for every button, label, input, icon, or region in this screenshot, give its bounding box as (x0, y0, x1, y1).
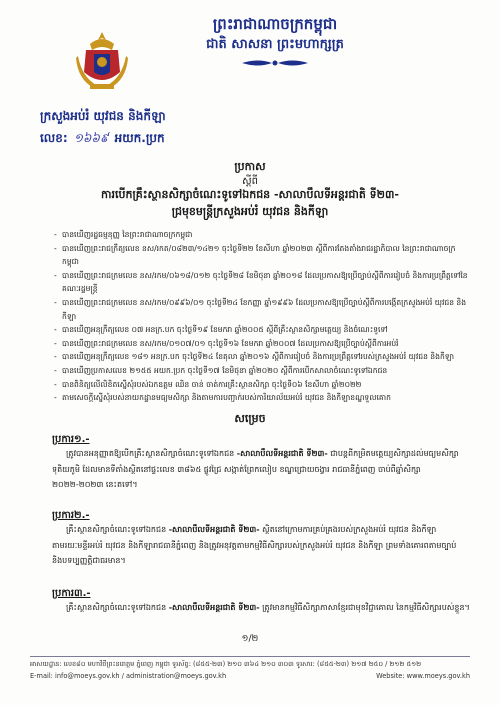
ministry-name: ក្រសួងអប់រំ យុវជន និងកីឡា (40, 109, 166, 123)
footer-website[interactable]: Website: www.moeys.gov.kh (376, 672, 470, 680)
reference-item: - បានឃើញព្រះរាជក្រមលេខ នស/រកម/០៦១៨/០១២ ចុះថ្ងៃទី២៨ ខែមិថុនា ឆ្នាំ២០១៨ ដែលប្រកាសឱ្យប្រើច្បាប់ស្តីពីការរៀបចំ និងការប្រព្រឹត្តទៅនៃគណៈរដ្ឋមន្ត្រី (54, 270, 468, 294)
royal-emblem-icon (72, 28, 132, 92)
article-1-text: ត្រូវបានអនុញ្ញាតឱ្យបើកគ្រឹះស្ថានសិក្សាចំណេះទូទៅឯកជន -សាលាបឹលទីអន្តរជាតិ ទី២៣- ជាបន្តពីកម្រិតមត្តេយ្យសិក្សាដល់មធ្យមសិក្សាទុតិយភូមិ ដែលមានទីតាំងស្ថិតនៅផ្ទះលេខ ៣៨៦៥ ផ្លូវជ្រៃ សង្កាត់ព្រែកលៀប ខណ្ឌជ្រោយចង្វារ រាជធានីភ្នំពេញ ចាប់ពីឆ្នាំសិក្សា ២០២២-២០២៣ នេះតទៅ។ (52, 449, 459, 489)
reference-suffix: អយក.ប្រក (114, 131, 165, 145)
footer-divider (30, 656, 470, 657)
document-title-line-2: ជ្រមុខមន្ត្រីក្រសួងអប់រំ យុវជន និងកីឡា (171, 205, 329, 218)
ornament-divider-icon (240, 58, 310, 68)
footer-address: អាសយដ្ឋាន: លេខ៨០ មហាវិថីព្រះនរោត្តម ភ្នំពេញ កម្ពុជា ទូរស័ព្ទ: (៨៥៥-២៣) ២១០ ៣៦៤ ២១០ ៣០៣ ទូរសារ: (៨៥៥-២៣) ២១៧ ២៥០ / ២១២ ៥១២ (30, 660, 422, 668)
kingdom-header (160, 14, 390, 68)
page-number: ១/២ (241, 634, 259, 644)
reference-item: - បានឃើញព្រះរាជក្រមលេខ នស/រកម/០៩៩៦/០១ ចុះថ្ងៃទី២៤ ខែកញ្ញា ឆ្នាំ១៩៩៦ ដែលប្រកាសឱ្យប្រើច្បាប់ស្តីពីការបង្កើតក្រសួងអប់រំ យុវជន និងកីឡា (54, 297, 467, 321)
article-3-text: គ្រឹះស្ថានសិក្សាចំណេះទូទៅឯកជន -សាលាបឹលទីអន្តរជាតិ ទី២៣- ត្រូវមានកម្មវិធីសិក្សាភាសាខ្មែរជាមុខវិជ្ជាគោល នៃកម្មវិធីសិក្សារបស់ខ្លួន។ (66, 603, 470, 612)
reference-item: - បានឃើញព្រះរាជក្រឹត្យលេខ នស/រកត/០៨២៣/១៤២១ ចុះថ្ងៃទី២២ ខែសីហា ឆ្នាំ២០២៣ ស្តីពីការតែងតាំងរាជរដ្ឋាភិបាល នៃព្រះរាជាណាចក្រកម្ពុជា (54, 243, 456, 267)
kingdom-name: ព្រះរាជាណាចក្រកម្ពុជា (212, 15, 338, 33)
document-title-line-1: ការបើកគ្រឹះស្ថានសិក្សាចំណេះទូទៅឯកជន -សាលាបឹលទីអន្តរជាតិ ទី២៣- (101, 188, 399, 201)
reference-item: - បានពិនិត្យលើលិខិតស្នើសុំរបស់ឯកឧត្តម ឈិន ចាន់ ចាត់ការគ្រឹះស្ថានសិក្សា ចុះថ្ងៃទី០៦ ខែសីហា ឆ្នាំ២០២២ (54, 379, 362, 389)
reference-item: - បានឃើញអនុក្រឹត្យលេខ ០៧ អនក្រ.បក ចុះថ្ងៃទី១៩ ខែមករា ឆ្នាំ២០០៥ ស្តីពីគ្រឹះស្ថានសិក្សាមត្តេយ្យ និងចំណេះទូទៅ (54, 325, 388, 335)
article-3-label: ប្រការ៣.- (52, 588, 91, 599)
document-subject-label: ស្តីពី (242, 176, 258, 187)
article-2-label: ប្រការ២.- (52, 510, 90, 521)
kingdom-motto: ជាតិ សាសនា ព្រះមហាក្សត្រ (206, 37, 344, 52)
footer-email[interactable]: E-mail: info@moeys.gov.kh / administration@moeys.gov.kh (30, 672, 227, 680)
reference-number (40, 130, 165, 148)
reference-item: - បានឃើញព្រះរាជក្រមលេខ នស/រកម/០១០៧/០១ ចុះថ្ងៃទី១៦ ខែមករា ឆ្នាំ២០០៧ ដែលប្រកាសឱ្យប្រើច្បាប់ស្តីពីការអប់រំ (54, 338, 399, 348)
article-2-text: គ្រឹះស្ថានសិក្សាចំណេះទូទៅឯកជន -សាលាបឹលទីអន្តរជាតិ ទី២៣- ស្ថិតនៅក្រោមការគ្រប់គ្រងរបស់ក្រសួងអប់រំ យុវជន និងកីឡាតាមរយៈមន្ទីរអប់រំ យុវជន និងកីឡារាជធានីភ្នំពេញ និងត្រូវអនុវត្តតាមកម្មវិធីសិក្សារបស់ក្រសួងអប់រំ យុវជន និងកីឡា ព្រមទាំងគោរពតាមច្បាប់ និងបទប្បញ្ញត្តិជាធរមាន។ (52, 525, 457, 565)
reference-item: - បានឃើញអនុក្រឹត្យលេខ ១៨១ អនក្រ.បក ចុះថ្ងៃទី២៤ ខែតុលា ឆ្នាំ២០១៦ ស្តីពីការរៀបចំ និងការប្រព្រឹត្តទៅរបស់ក្រសួងអប់រំ យុវជន និងកីឡា (54, 352, 455, 362)
reference-number-handwritten: ១៦៦៩ (73, 131, 109, 145)
footer-contacts (30, 672, 470, 680)
reference-list (54, 228, 470, 405)
reference-item: - តាមសេចក្តីស្នើសុំរបស់នាយកដ្ឋានមធ្យមសិក្សា និងតាមការបញ្ជាក់របស់ការិយាល័យអប់រំ យុវជន និងកីឡាខណ្ឌទួលគោក (54, 393, 391, 403)
reference-item: - បានឃើញរដ្ឋធម្មនុញ្ញ នៃព្រះរាជាណាចក្រកម្ពុជា (54, 230, 193, 239)
reference-item: - បានឃើញប្រកាសលេខ ២១៥៥ អយក.ប្រក ចុះថ្ងៃទី១៧ ខែមិថុនា ឆ្នាំ២០២០ ស្តីពីការបើកសាលាចំណេះទូទៅឯកជន (54, 365, 388, 375)
article-1-label: ប្រការ១.- (52, 434, 90, 445)
document-type: ប្រកាស (234, 160, 266, 173)
decision-heading: សម្រេច (234, 412, 266, 425)
reference-label: លេខ: (40, 131, 68, 145)
